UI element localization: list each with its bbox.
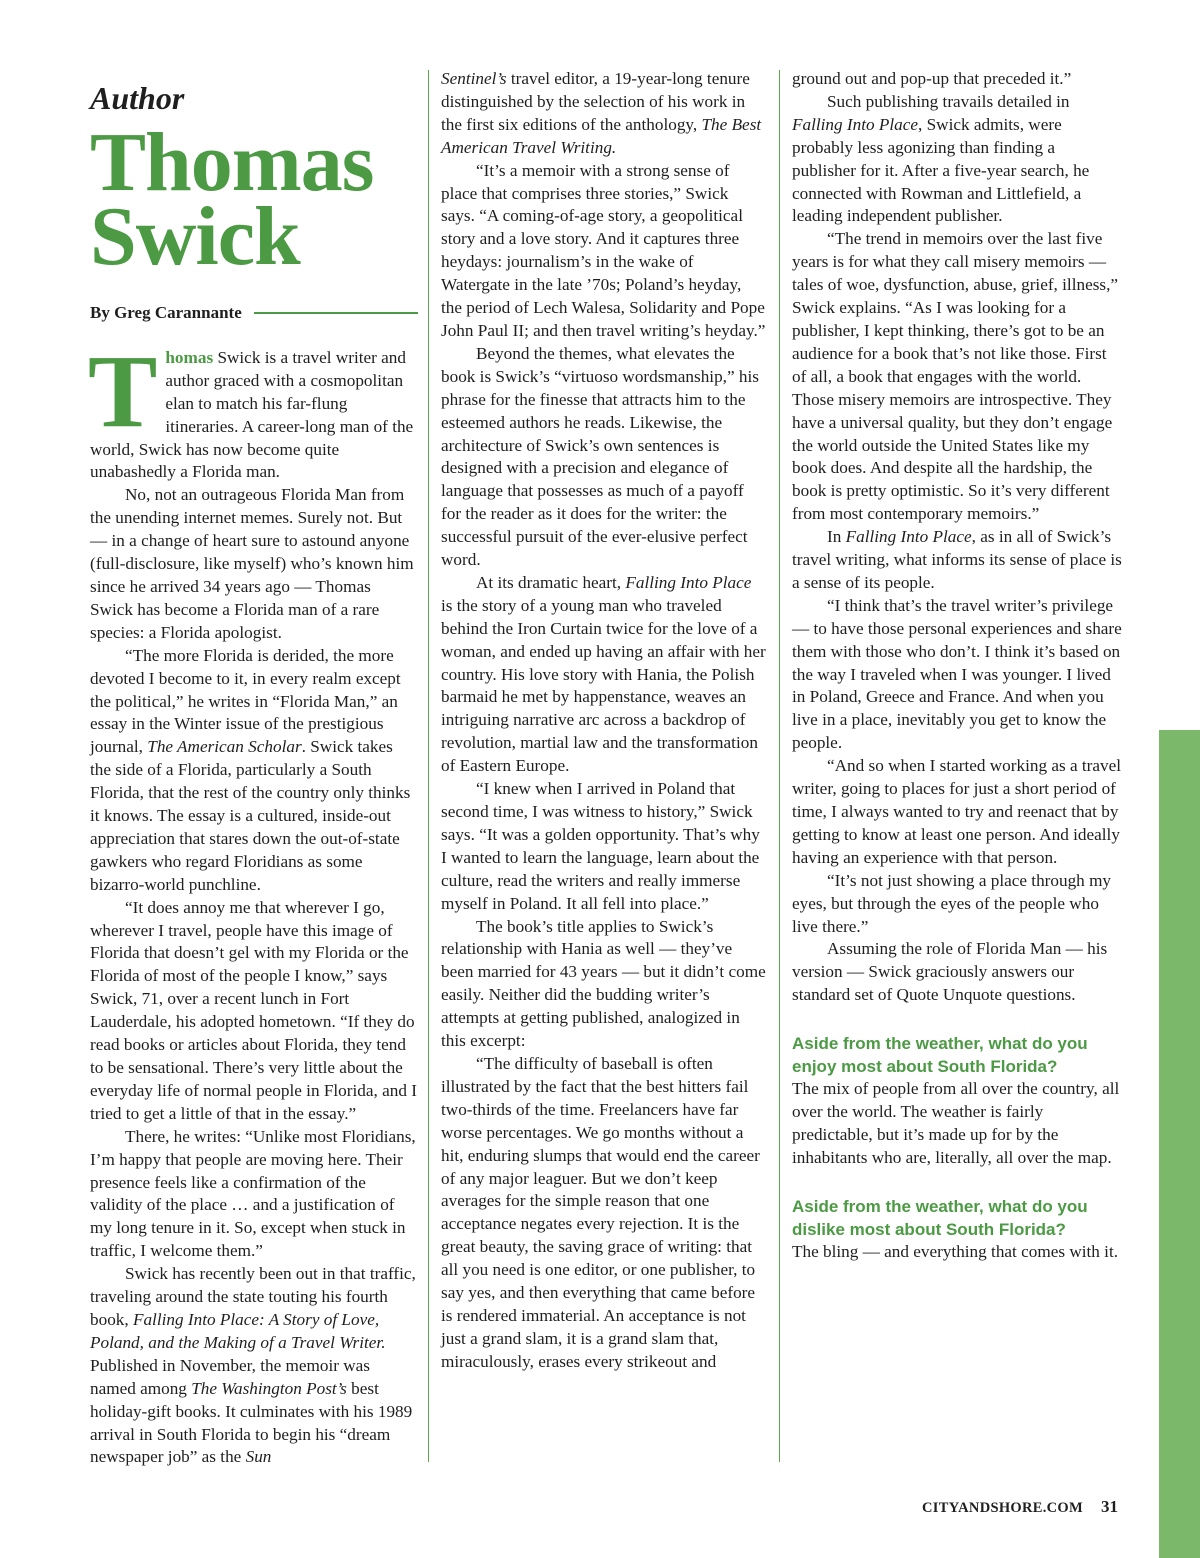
paragraph: “I think that’s the travel writer’s privilege — to have those personal experiences and share them with those who don’t. I think it’s based on the way I traveled when I was younger. I lived in Poland, Greece and France. And when you live in a place, inevitably you get to know the people.: [792, 595, 1122, 753]
paragraph: No, not an outrageous Florida Man from the unending internet memes. Surely not. But — in a change of heart sure to astound anyone (full-disclosure, like myself) who’s known him since he arrived 34 years ago — Thomas Swick has become a Florida man of a rare species: a Florida apologist.: [90, 485, 414, 642]
qa-question: Aside from the weather, what do you enjoy most about South Florida?: [792, 1034, 1088, 1077]
drop-cap: T: [88, 333, 158, 449]
paragraph: “It does annoy me that wherever I go, wherever I travel, people have this image of Florida that doesn’t gel with my Florida or the Florida of most of the people I know,” says Swick, 71, over a recent lunch in Fort Lauderdale, his adopted hometown. “If they do read books or articles about Florida, they tend to be sensational. There’s very little about the everyday life of normal people in Florida, and I tried to get a little of that in the essay.”: [90, 897, 417, 1123]
paragraph: Sentinel’s travel editor, a 19-year-long tenure distinguished by the selection of his work in the first six editions of the anthology, The Best American Travel Writing.: [441, 69, 762, 157]
paragraph: “The trend in memoirs over the last five years is for what they call misery memoirs — tales of woe, dysfunction, abuse, grief, illness,” Swick explains. “As I was looking for a publisher, I kept thinking, there’s got to be an audience for a book that’s not like those. First of all, a book that engages with the world. Those misery memoirs are introspective. They have a universal quality, but they don’t engage the world outside the United States like my book does. And despite all the hardship, the book is pretty optimistic. So it’s very different from most contemporary memoirs.”: [792, 229, 1119, 524]
qa-answer: The bling — and everything that comes with it.: [792, 1241, 1119, 1261]
paragraph: “It’s not just showing a place through my eyes, but through the eyes of the people who live there.”: [792, 870, 1112, 936]
paragraph: “It’s a memoir with a strong sense of place that comprises three stories,” Swick says. “A coming-of-age story, a geopolitical story and a love story. And it captures three heydays: journalism’s in the wake of Watergate in the late ’70s; Poland’s heyday, the period of Lech Walesa, Solidarity and Pope John Paul II; and then travel writing’s heyday.”: [441, 160, 766, 340]
paragraph: “I knew when I arrived in Poland that second time, I was witness to history,” Swick says. “It was a golden opportunity. That’s why I wanted to learn the language, learn about the culture, read the writers and really immerse myself in Poland. It all fell into place.”: [441, 779, 760, 913]
column-rule: [428, 70, 429, 1462]
qa-answer: The mix of people from all over the country, all over the world. The weather is fairly predictable, but it’s made up for by the inhabitants who are, literally, all over the map.: [792, 1079, 1120, 1167]
paragraph: Thomas Swick is a travel writer and author graced with a cosmopolitan elan to match his far-flung itineraries. A career-long man of the world, Swick has now become quite unabashedly a Florida man.: [88, 333, 414, 482]
page-footer: [922, 1497, 1118, 1517]
title-line-2: Swick: [90, 190, 300, 283]
page-edge-tab: [1159, 730, 1200, 1558]
column-rule: [779, 70, 780, 1462]
paragraph: Such publishing travails detailed in Falling Into Place, Swick admits, were probably less agonizing than finding a publisher for it. After a five-year search, he connected with Rowman and Littlefield, a leading independent publisher.: [792, 91, 1090, 226]
column-1: [90, 80, 418, 1469]
byline-row: [90, 302, 418, 325]
page-number: 31: [1101, 1497, 1118, 1516]
paragraph: In Falling Into Place, as in all of Swick’s travel writing, what informs its sense of place is a sense of its people.: [792, 527, 1122, 592]
paragraph: ground out and pop-up that preceded it.”: [792, 69, 1072, 88]
column-2: [441, 68, 766, 1374]
column-3: [792, 68, 1122, 1264]
section-kicker: Author: [90, 80, 185, 116]
byline: By Greg Carannante: [90, 303, 242, 322]
lead-in: homas: [165, 347, 214, 367]
footer-site: CITYANDSHORE.COM: [922, 1500, 1083, 1516]
paragraph: There, he writes: “Unlike most Floridians, I’m happy that people are moving here. Their presence feels like a confirmation of the validity of the place … and a justification of my long tenure in it. So, except when stuck in traffic, I welcome them.”: [90, 1126, 416, 1261]
paragraph: “The more Florida is derided, the more devoted I become to it, in every realm except the political,” he writes in “Florida Man,” an essay in the Winter issue of the prestigious journal, The American Scholar. Swick takes the side of a Florida, particularly a South Florida, that the rest of the country only thinks it knows. The essay is a cultured, inside-out appreciation that stares down the out-of-state gawkers who regard Floridians as some bizarro-world punchline.: [90, 645, 411, 894]
excerpt-paragraph: “The difficulty of baseball is often illustrated by the fact that the best hitters fail two-thirds of the time. Freelancers have far worse percentages. We go months without a hit, enduring slumps that would end the career of any major leaguer. But we don’t keep averages for the simple reason that one acceptance negates every rejection. It is the great beauty, the saving grace of writing: that all you need is one editor, or one publisher, to say yes, and then everything that came before is rendered immaterial. An acceptance is not just a grand slam, it is a grand slam that, miraculously, erases every strikeout and: [441, 1053, 760, 1371]
paragraph: “And so when I started working as a travel writer, going to places for just a short period of time, I always wanted to try and reenact that by getting to know at least one person. And ideally having an experience with that person.: [792, 756, 1122, 867]
paragraph: The book’s title applies to Swick’s relationship with Hania as well — they’ve been married for 43 years — but it didn’t come easily. Neither did the budding writer’s attempts at getting published, analogized in this excerpt:: [441, 916, 766, 1051]
title-line-1: Thomas: [90, 116, 374, 209]
paragraph: Assuming the role of Florida Man — his version — Swick graciously answers our standard set of Quote Unquote questions.: [792, 939, 1108, 1005]
paragraph: Beyond the themes, what elevates the book is Swick’s “virtuoso wordsmanship,” his phrase for the finesse that attracts him to the esteemed authors he reads. Likewise, the architecture of Swick’s own sentences is designed with a precision and elegance of language that possesses as much of a payoff for the reader as it does for the writer: the successful pursuit of the ever-elusive perfect word.: [441, 343, 759, 570]
article-title: [90, 116, 418, 283]
byline-rule: [254, 312, 418, 314]
paragraph: Swick has recently been out in that traffic, traveling around the state touting his fourth book, Falling Into Place: A Story of Love, Poland, and the Making of a Travel Writer. Published in November, the memoir was named among The Washington Post’s best holiday-gift books. It culminates with his 1989 arrival in South Florida to begin his “dream newspaper job” as the Sun: [90, 1264, 416, 1467]
qa-question: Aside from the weather, what do you dislike most about South Florida?: [792, 1196, 1088, 1239]
paragraph: At its dramatic heart, Falling Into Place is the story of a young man who traveled behind the Iron Curtain twice for the love of a woman, and ended up having an affair with her country. His love story with Hania, the Polish barmaid he met by happenstance, weaves an intriguing narrative arc across a backdrop of revolution, martial law and the transformation of Eastern Europe.: [441, 572, 766, 776]
